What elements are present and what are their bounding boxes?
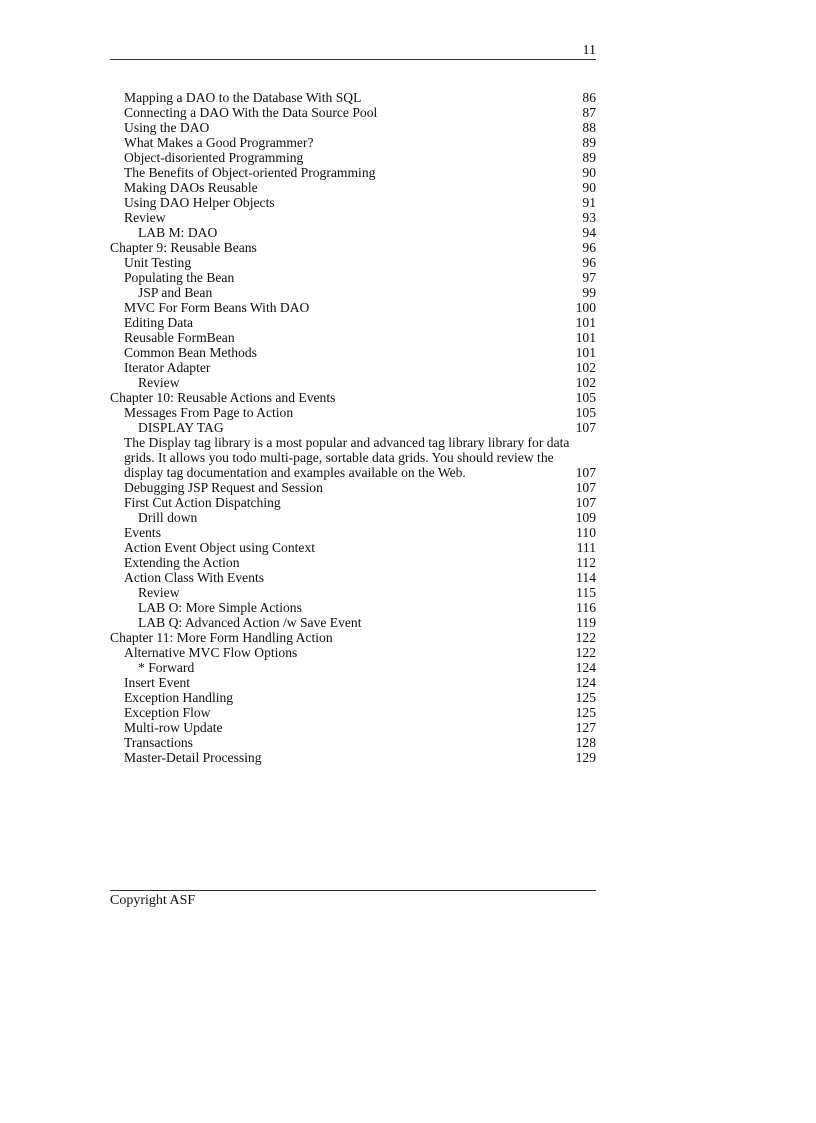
toc-entry-page: 94 <box>582 225 596 240</box>
toc-entry-title: MVC For Form Beans With DAO <box>124 300 310 315</box>
toc-entry-page: 86 <box>582 90 596 105</box>
header-rule <box>110 59 596 60</box>
toc-entry-page: 114 <box>576 570 596 585</box>
toc-entry-title: Action Event Object using Context <box>124 540 316 555</box>
toc-entry-title: Common Bean Methods <box>124 345 257 360</box>
toc-entry-page: 89 <box>582 150 596 165</box>
toc-entry-page: 100 <box>575 300 596 315</box>
toc-entry <box>110 570 596 585</box>
toc-entry-title: The Benefits of Object-oriented Programming <box>124 165 376 180</box>
toc-entry-title: Object-disoriented Programming <box>124 150 304 165</box>
toc-entry <box>110 165 596 180</box>
toc-chapter-entry <box>110 630 596 645</box>
toc-entry-title: Insert Event <box>124 675 191 690</box>
toc-entry-page: 90 <box>582 165 596 180</box>
toc-entry <box>110 180 596 195</box>
toc-entry <box>110 195 596 210</box>
toc-entry-title: Connecting a DAO With the Data Source Pool <box>124 105 378 120</box>
toc-entry <box>110 720 596 735</box>
toc-entry-title: Alternative MVC Flow Options <box>124 645 298 660</box>
toc-entry-page: 128 <box>575 735 596 750</box>
toc-entry-title: The Display tag library is a most popular and advanced tag library library for data grids. It allows you todo multi-page, sortable data grids. You should review the display tag documentation and examples available on the Web. <box>124 435 570 480</box>
toc-entry <box>110 510 596 525</box>
toc-entry <box>110 585 596 600</box>
toc-entry-page: 88 <box>582 120 596 135</box>
toc-entry-page: 107 <box>575 465 596 480</box>
toc-entry <box>110 615 596 630</box>
toc-entry-title: Master-Detail Processing <box>124 750 262 765</box>
toc-entry <box>110 480 596 495</box>
toc-entry-title: Extending the Action <box>124 555 240 570</box>
toc-entry-title: Chapter 10: Reusable Actions and Events <box>110 390 336 405</box>
toc-entry <box>110 255 596 270</box>
toc-entry <box>110 735 596 750</box>
toc-entry-page: 102 <box>575 360 596 375</box>
toc-entry-page: 101 <box>575 315 596 330</box>
table-of-contents <box>110 90 596 765</box>
toc-entry-page: 122 <box>575 630 596 645</box>
toc-entry <box>110 420 596 435</box>
toc-entry <box>110 90 596 105</box>
toc-entry-page: 89 <box>582 135 596 150</box>
toc-entry-page: 119 <box>576 615 596 630</box>
toc-entry-page: 116 <box>576 600 596 615</box>
toc-entry-title: Reusable FormBean <box>124 330 235 345</box>
toc-entry <box>110 150 596 165</box>
toc-entry-page: 112 <box>576 555 596 570</box>
toc-entry <box>110 405 596 420</box>
toc-entry-page: 111 <box>576 540 596 555</box>
toc-entry-title: Chapter 11: More Form Handling Action <box>110 630 333 645</box>
toc-entry-title: LAB O: More Simple Actions <box>138 600 302 615</box>
toc-entry-page: 96 <box>582 240 596 255</box>
toc-entry-title: LAB Q: Advanced Action /w Save Event <box>138 615 362 630</box>
toc-entry <box>110 525 596 540</box>
toc-entry-page: 87 <box>582 105 596 120</box>
toc-entry <box>110 285 596 300</box>
toc-entry-page: 101 <box>575 330 596 345</box>
toc-entry-title: Review <box>138 585 180 600</box>
toc-entry-title: JSP and Bean <box>138 285 213 300</box>
toc-entry-page: 99 <box>582 285 596 300</box>
toc-entry-page: 93 <box>582 210 596 225</box>
toc-entry <box>110 705 596 720</box>
toc-entry-title: Review <box>124 210 166 225</box>
toc-entry-title: Action Class With Events <box>124 570 265 585</box>
toc-entry <box>110 555 596 570</box>
toc-entry-title: Mapping a DAO to the Database With SQL <box>124 90 362 105</box>
toc-entry-page: 101 <box>575 345 596 360</box>
toc-entry-title: Using the DAO <box>124 120 210 135</box>
toc-entry-page: 110 <box>576 525 596 540</box>
toc-entry-title: * Forward <box>138 660 195 675</box>
toc-entry-page: 115 <box>576 585 596 600</box>
toc-entry-title: Iterator Adapter <box>124 360 211 375</box>
toc-entry-title: Multi-row Update <box>124 720 223 735</box>
toc-entry <box>110 225 596 240</box>
toc-entry-page: 127 <box>575 720 596 735</box>
toc-entry-page: 107 <box>575 495 596 510</box>
toc-entry-page: 109 <box>575 510 596 525</box>
toc-entry-title: Exception Flow <box>124 705 211 720</box>
toc-entry-title: Populating the Bean <box>124 270 235 285</box>
toc-entry-page: 102 <box>575 375 596 390</box>
toc-entry <box>110 690 596 705</box>
toc-entry <box>110 120 596 135</box>
toc-entry-page: 96 <box>582 255 596 270</box>
toc-entry-page: 107 <box>575 480 596 495</box>
toc-entry-title: Editing Data <box>124 315 194 330</box>
toc-entry <box>110 135 596 150</box>
toc-entry-page: 124 <box>575 675 596 690</box>
toc-entry-title: Chapter 9: Reusable Beans <box>110 240 257 255</box>
toc-entry <box>110 660 596 675</box>
toc-entry-page: 91 <box>582 195 596 210</box>
toc-entry-title: Messages From Page to Action <box>124 405 294 420</box>
toc-entry-page: 105 <box>575 390 596 405</box>
toc-entry <box>110 750 596 765</box>
page-number: 11 <box>582 43 596 58</box>
toc-entry <box>110 300 596 315</box>
toc-entry <box>110 270 596 285</box>
toc-entry <box>110 495 596 510</box>
toc-entry-title: Making DAOs Reusable <box>124 180 258 195</box>
toc-entry-title: Unit Testing <box>124 255 192 270</box>
toc-entry-page: 97 <box>582 270 596 285</box>
toc-entry-title: Review <box>138 375 180 390</box>
toc-entry <box>110 360 596 375</box>
toc-entry <box>110 645 596 660</box>
toc-entry-page: 125 <box>575 690 596 705</box>
toc-entry-title: Events <box>124 525 161 540</box>
toc-entry <box>110 330 596 345</box>
toc-entry-title: Debugging JSP Request and Session <box>124 480 323 495</box>
toc-entry <box>110 105 596 120</box>
toc-entry-page: 90 <box>582 180 596 195</box>
toc-entry-page: 125 <box>575 705 596 720</box>
toc-entry <box>110 600 596 615</box>
toc-entry-title: LAB M: DAO <box>138 225 218 240</box>
toc-entry <box>110 210 596 225</box>
toc-entry-page: 124 <box>575 660 596 675</box>
toc-entry <box>110 540 596 555</box>
footer-copyright: Copyright ASF <box>110 893 196 908</box>
toc-chapter-entry <box>110 240 596 255</box>
toc-entry-title: First Cut Action Dispatching <box>124 495 281 510</box>
toc-entry <box>110 345 596 360</box>
toc-entry-title: What Makes a Good Programmer? <box>124 135 314 150</box>
toc-entry-page: 105 <box>575 405 596 420</box>
toc-entry-title: Drill down <box>138 510 198 525</box>
footer-rule <box>110 890 596 891</box>
toc-entry <box>110 375 596 390</box>
toc-entry-title: Transactions <box>124 735 193 750</box>
toc-entry <box>110 435 596 480</box>
toc-chapter-entry <box>110 390 596 405</box>
toc-entry-title: Using DAO Helper Objects <box>124 195 275 210</box>
toc-entry <box>110 315 596 330</box>
toc-entry-title: DISPLAY TAG <box>138 420 224 435</box>
toc-entry-page: 122 <box>575 645 596 660</box>
toc-entry-page: 107 <box>575 420 596 435</box>
toc-entry-title: Exception Handling <box>124 690 234 705</box>
toc-entry <box>110 675 596 690</box>
toc-entry-page: 129 <box>575 750 596 765</box>
